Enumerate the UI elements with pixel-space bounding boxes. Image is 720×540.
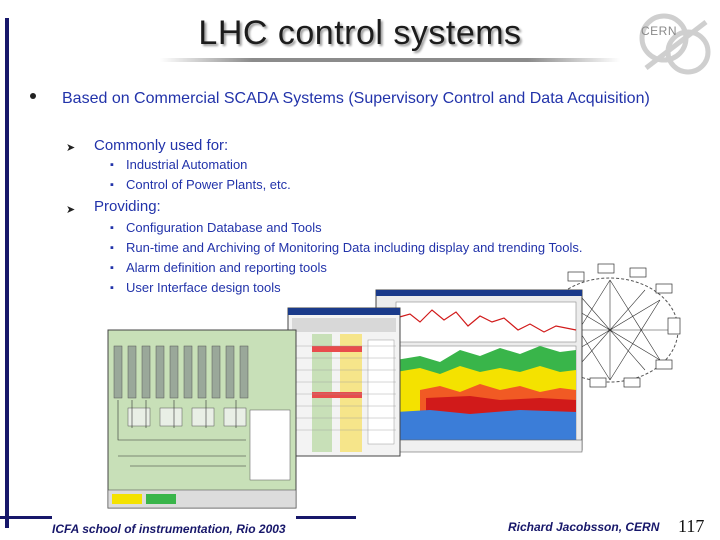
item-runtime-archiving: Run-time and Archiving of Monitoring Data including display and trending Tools.: [126, 240, 583, 255]
process-synoptic-image: [108, 330, 296, 508]
item-ui-design: User Interface design tools: [126, 280, 281, 295]
square-bullet-icon: ▪: [110, 179, 114, 191]
table-window-image: [288, 308, 400, 456]
footer-event: ICFA school of instrumentation, Rio 2003: [52, 522, 286, 536]
main-bullet-text: Based on Commercial SCADA Systems (Supervisory Control and Data Acquisition): [62, 90, 650, 107]
square-bullet-icon: ▪: [110, 242, 114, 254]
item-industrial-automation: Industrial Automation: [126, 157, 248, 172]
sub-bullet-commonly-used: Commonly used for:: [94, 137, 229, 154]
arrow-bullet-icon: ➤: [66, 204, 76, 216]
page-number: 117: [678, 516, 705, 536]
arrow-bullet-icon: ➤: [66, 142, 76, 154]
sub-bullet-providing: Providing:: [94, 198, 161, 215]
footer-line-middle: [296, 516, 356, 519]
trend-window-image: [376, 290, 582, 452]
square-bullet-icon: ▪: [110, 159, 114, 171]
item-alarm: Alarm definition and reporting tools: [126, 260, 327, 275]
item-power-plants: Control of Power Plants, etc.: [126, 177, 291, 192]
footer-author: Richard Jacobsson, CERN: [508, 520, 660, 534]
slide-title: LHC control systems: [198, 14, 522, 52]
footer-line-left: [0, 516, 52, 519]
item-config-db: Configuration Database and Tools: [126, 220, 322, 235]
square-bullet-icon: ▪: [110, 262, 114, 274]
square-bullet-icon: ▪: [110, 222, 114, 234]
square-bullet-icon: ▪: [110, 282, 114, 294]
cern-logo-text: CERN: [641, 24, 678, 38]
